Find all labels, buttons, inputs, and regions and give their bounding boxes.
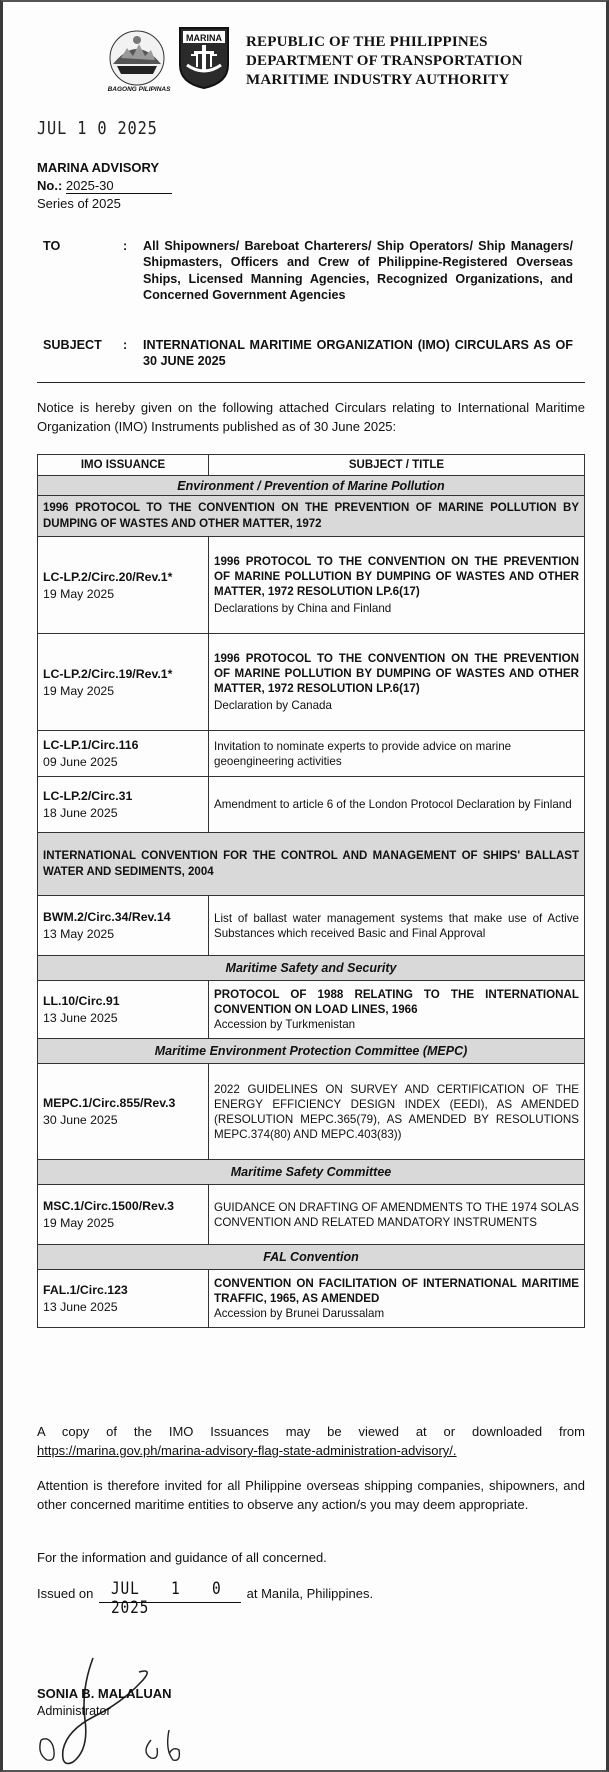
group-row <box>38 496 585 537</box>
issuance-date: 13 May 2025 <box>43 927 115 941</box>
advisory-title: MARINA ADVISORY <box>37 160 160 175</box>
issuance-date: 18 June 2025 <box>43 806 118 820</box>
issuance-date: 13 June 2025 <box>43 1300 118 1314</box>
issuance-code: MSC.1/Circ.1500/Rev.3 <box>43 1199 175 1213</box>
signatory-title: Administrator <box>37 1704 111 1718</box>
issuance-title: 1996 PROTOCOL TO THE CONVENTION ON THE PREVENTION OF MARINE POLLUTION BY DUMPING OF WASTES AND OTHER MATTER, 1972 RESOLUTION LP.6(17) <box>214 652 579 695</box>
issued-suffix: at Manila, Philippines. <box>246 1586 374 1601</box>
header-subject-title: SUBJECT / TITLE <box>209 455 585 476</box>
issuance-date: 19 May 2025 <box>43 1216 115 1230</box>
marina-logo <box>177 25 231 91</box>
issued-date-blank <box>99 1579 241 1618</box>
agency-header <box>246 33 523 90</box>
advisory-no-value: 2025-30 <box>66 178 172 194</box>
to-label: TO <box>43 239 61 253</box>
imo-issuance-table <box>37 454 585 1328</box>
copy-text: A copy of the IMO Issuances may be viewed at or downloaded from <box>37 1424 585 1439</box>
section-row <box>38 1039 585 1064</box>
copy-paragraph <box>37 1422 585 1460</box>
date-stamp: JUL 1 0 2025 <box>37 118 158 139</box>
agency-line-marina: MARITIME INDUSTRY AUTHORITY <box>246 72 510 88</box>
agency-line-republic: REPUBLIC OF THE PHILIPPINES <box>246 34 488 50</box>
issuance-date: 13 June 2025 <box>43 1011 118 1025</box>
bagong-pilipinas-caption: BAGONG PILIPINAS <box>107 86 171 93</box>
table-row <box>38 981 585 1039</box>
advisory-link[interactable]: https://marina.gov.ph/marina-advisory-flag-state-administration-advisory/. <box>37 1443 457 1458</box>
attention-paragraph: Attention is therefore invited for all Philippine overseas shipping companies, shipowners, and other concerned maritime entities to observe any action/s you may deem appropriate. <box>37 1478 585 1512</box>
agency-line-dotr: DEPARTMENT OF TRANSPORTATION <box>246 53 523 69</box>
issuance-code: LC-LP.2/Circ.20/Rev.1* <box>43 569 173 584</box>
intro-paragraph: Notice is hereby given on the following attached Circulars relating to International Maritime Organization (IMO) Instruments published as of 30 June 2025: <box>37 400 585 434</box>
section-row <box>38 956 585 981</box>
to-colon: : <box>123 239 128 253</box>
subject-value: INTERNATIONAL MARITIME ORGANIZATION (IMO) CIRCULARS AS OF 30 JUNE 2025 <box>143 338 573 369</box>
table-row <box>38 1064 585 1160</box>
section-maritime-safety-security: Maritime Safety and Security <box>38 956 585 981</box>
section-msc: Maritime Safety Committee <box>38 1160 585 1185</box>
section-mepc: Maritime Environment Protection Committee (MEPC) <box>38 1039 585 1064</box>
issuance-date: 09 June 2025 <box>43 755 118 769</box>
table-row <box>38 634 585 731</box>
issuance-title: CONVENTION ON FACILITATION OF INTERNATIONAL MARITIME TRAFFIC, 1965, AS AMENDED <box>214 1277 579 1305</box>
issued-date-stamp: JUL 1 0 2025 <box>111 1579 222 1618</box>
issuance-code: BWM.2/Circ.34/Rev.14 <box>43 910 171 924</box>
issuance-date: 30 June 2025 <box>43 1113 118 1127</box>
section-environment: Environment / Prevention of Marine Pollution <box>38 476 585 496</box>
issuance-code: LC-LP.2/Circ.19/Rev.1* <box>43 666 173 681</box>
issuance-code: LC-LP.1/Circ.116 <box>43 738 139 752</box>
section-row <box>38 1160 585 1185</box>
header-imo-issuance: IMO ISSUANCE <box>38 455 209 476</box>
subject-row <box>37 337 579 377</box>
issuance-title: 1996 PROTOCOL TO THE CONVENTION ON THE PREVENTION OF MARINE POLLUTION BY DUMPING OF WASTES AND OTHER MATTER, 1972 RESOLUTION LP.6(17) <box>214 555 579 598</box>
section-row <box>38 1245 585 1270</box>
issuance-note: Accession by Turkmenistan <box>214 1018 356 1031</box>
section-row <box>38 476 585 496</box>
table-header-row <box>38 455 585 476</box>
issuance-title: GUIDANCE ON DRAFTING OF AMENDMENTS TO THE 1974 SOLAS CONVENTION AND RELATED MANDATORY INSTRUMENTS <box>214 1200 579 1229</box>
issuance-title: 2022 GUIDELINES ON SURVEY AND CERTIFICATION OF THE ENERGY EFFICIENCY DESIGN INDEX (EEDI), AS AMENDED (RESOLUTION MEPC.365(79), AS AMENDED BY RESOLUTIONS MEPC.374(80) AND MEPC.403(83)) <box>214 1082 579 1141</box>
advisory-no-label: No.: <box>37 178 63 193</box>
issuance-title: Amendment to article 6 of the London Protocol Declaration by Finland <box>214 798 572 811</box>
issuance-code: FAL.1/Circ.123 <box>43 1283 128 1297</box>
group-ballast-water: INTERNATIONAL CONVENTION FOR THE CONTROL AND MANAGEMENT OF SHIPS' BALLAST WATER AND SEDIMENTS, 2004 <box>38 833 585 896</box>
signatory-name: SONIA B. MALALUAN <box>37 1686 172 1701</box>
issuance-note: Declarations by China and Finland <box>214 602 392 615</box>
issuance-code: LL.10/Circ.91 <box>43 994 120 1008</box>
to-value: All Shipowners/ Bareboat Charterers/ Ship Operators/ Ship Managers/ Shipmasters, Officers and Crew of Philippine-Registered Overseas Ships, Licensed Manning Agencies, Recognized Organizations, and Concerned Government Agencies <box>143 239 573 303</box>
issuance-date: 19 May 2025 <box>43 683 115 698</box>
issuance-title: PROTOCOL OF 1988 RELATING TO THE INTERNATIONAL CONVENTION ON LOAD LINES, 1966 <box>214 988 579 1016</box>
table-row <box>38 1185 585 1245</box>
subject-label: SUBJECT <box>43 338 102 352</box>
table-row <box>38 777 585 833</box>
table-row <box>38 1270 585 1328</box>
subject-colon: : <box>123 338 128 352</box>
subject-divider <box>37 382 585 383</box>
issuance-date: 19 May 2025 <box>43 586 115 601</box>
advisory-block <box>37 159 172 213</box>
table-row <box>38 896 585 956</box>
issued-prefix: Issued on <box>37 1586 94 1601</box>
group-london-protocol: 1996 PROTOCOL TO THE CONVENTION ON THE PREVENTION OF MARINE POLLUTION BY DUMPING OF WASTES AND OTHER MATTER, 1972 <box>38 496 585 537</box>
table-row <box>38 537 585 634</box>
issuance-note: Declaration by Canada <box>214 699 332 712</box>
issuance-title: Invitation to nominate experts to provide advice on marine geoengineering activities <box>214 739 512 768</box>
advisory-series: Series of 2025 <box>37 196 121 211</box>
guidance-paragraph: For the information and guidance of all concerned. <box>37 1550 327 1565</box>
issuance-code: LC-LP.2/Circ.31 <box>43 789 133 803</box>
issued-line <box>37 1579 585 1618</box>
issuance-note: Accession by Brunei Darussalam <box>214 1307 385 1320</box>
table-row <box>38 731 585 777</box>
issuance-title: List of ballast water management systems that make use of Active Substances which received Basic and Final Approval <box>214 911 579 940</box>
to-row <box>37 238 579 320</box>
section-fal: FAL Convention <box>38 1245 585 1270</box>
marina-logo-text: MARINA <box>186 33 222 43</box>
issuance-code: MEPC.1/Circ.855/Rev.3 <box>43 1096 176 1110</box>
group-row <box>38 833 585 896</box>
